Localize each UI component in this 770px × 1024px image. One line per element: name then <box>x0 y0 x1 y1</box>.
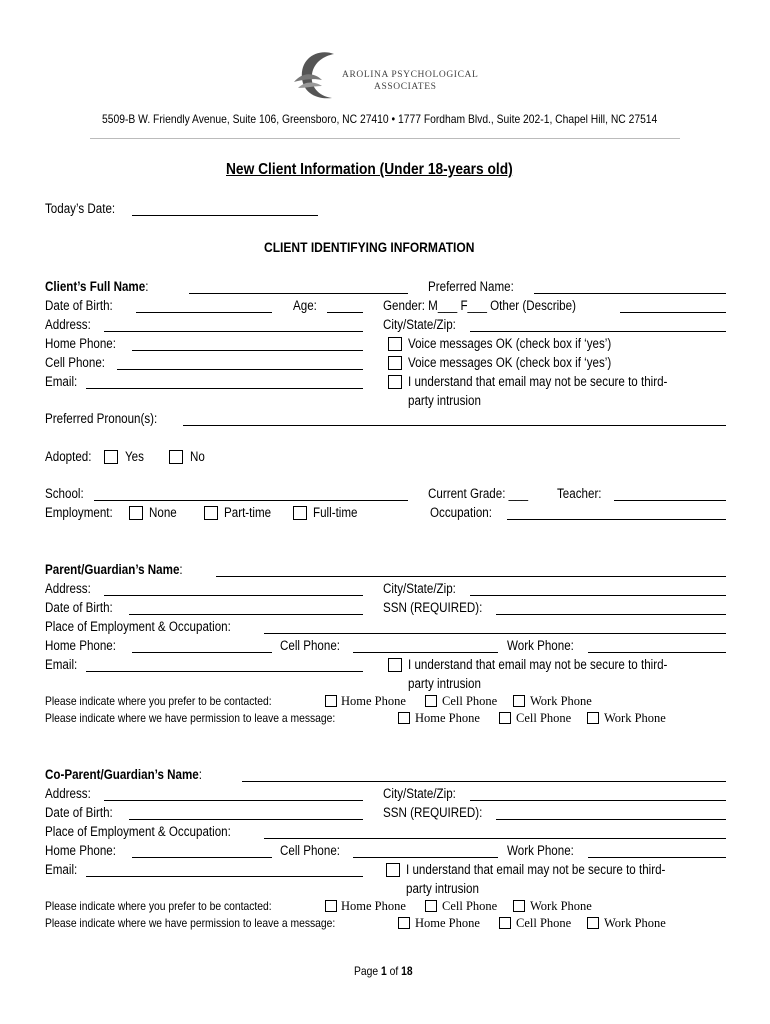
coparent-dob-field[interactable] <box>129 819 363 820</box>
parent-cell-phone-field[interactable] <box>353 652 498 653</box>
pronouns-label: Preferred Pronoun(s): <box>45 411 158 426</box>
parent-contact-home-checkbox[interactable] <box>325 695 337 707</box>
client-email-ack-checkbox[interactable] <box>388 375 402 389</box>
client-dob-label: Date of Birth: <box>45 298 113 313</box>
parent-message-cell-checkbox[interactable] <box>499 712 511 724</box>
parent-email-ack-checkbox[interactable] <box>388 658 402 672</box>
parent-contact-pref-label: Please indicate where you prefer to be contacted: <box>45 694 272 708</box>
parent-address-field[interactable] <box>104 595 363 596</box>
header-divider <box>90 138 680 139</box>
parent-contact-cell-label: Cell Phone <box>442 694 498 708</box>
client-city-field[interactable] <box>470 331 726 332</box>
coparent-message-home-checkbox[interactable] <box>398 917 410 929</box>
client-email-ack-label: I understand that email may not be secure to third- <box>408 374 668 389</box>
client-dob-field[interactable] <box>136 312 272 313</box>
coparent-message-perm-label: Please indicate where we have permission to leave a message: <box>45 916 336 930</box>
coparent-email-label: Email: <box>45 862 78 877</box>
coparent-contact-cell-label: Cell Phone <box>442 899 498 913</box>
teacher-field[interactable] <box>614 500 726 501</box>
voice-ok-home-label: Voice messages OK (check box if ‘yes’) <box>408 336 612 351</box>
client-address-label: Address: <box>45 317 91 332</box>
employment-part-time-label: Part-time <box>224 505 272 520</box>
voice-ok-cell-label: Voice messages OK (check box if ‘yes’) <box>408 355 612 370</box>
coparent-home-phone-field[interactable] <box>132 857 272 858</box>
employment-full-time-checkbox[interactable] <box>293 506 307 520</box>
coparent-email-field[interactable] <box>86 876 363 877</box>
occupation-field[interactable] <box>507 519 726 520</box>
coparent-message-home-label: Home Phone <box>415 916 480 930</box>
client-full-name-label: Client’s Full Name: <box>45 279 149 294</box>
parent-dob-field[interactable] <box>129 614 363 615</box>
parent-email-label: Email: <box>45 657 78 672</box>
header-address: 5509-B W. Friendly Avenue, Suite 106, Greensboro, NC 27410 • 1777 Fordham Blvd., Suite 202-1, Chapel Hill, NC 27514 <box>102 112 658 126</box>
client-age-field[interactable] <box>327 312 363 313</box>
parent-contact-cell-checkbox[interactable] <box>425 695 437 707</box>
parent-ssn-label: SSN (REQUIRED): <box>383 600 483 615</box>
coparent-contact-work-label: Work Phone <box>530 899 592 913</box>
school-label: School: <box>45 486 84 501</box>
parent-work-phone-field[interactable] <box>588 652 726 653</box>
page-title: New Client Information (Under 18-years old) <box>226 161 513 178</box>
parent-message-perm-label: Please indicate where we have permission to leave a message: <box>45 711 336 725</box>
client-email-label: Email: <box>45 374 78 389</box>
coparent-contact-pref-label: Please indicate where you prefer to be contacted: <box>45 899 272 913</box>
client-email-field[interactable] <box>86 388 363 389</box>
client-home-phone-label: Home Phone: <box>45 336 117 351</box>
client-email-ack-label-2: party intrusion <box>408 393 481 408</box>
coparent-message-work-checkbox[interactable] <box>587 917 599 929</box>
employment-full-time-label: Full-time <box>313 505 358 520</box>
logo <box>288 48 488 106</box>
pronouns-field[interactable] <box>183 425 726 426</box>
logo-mark-icon <box>288 48 348 106</box>
voice-ok-home-checkbox[interactable] <box>388 337 402 351</box>
gender-label: Gender: M___ F___ Other (Describe) <box>383 298 576 313</box>
employment-label: Employment: <box>45 505 113 520</box>
parent-city-label: City/State/Zip: <box>383 581 456 596</box>
logo-line1: AROLINA PSYCHOLOGICAL <box>342 70 479 80</box>
parent-cell-phone-label: Cell Phone: <box>280 638 341 653</box>
preferred-name-label: Preferred Name: <box>428 279 514 294</box>
parent-contact-work-label: Work Phone <box>530 694 592 708</box>
client-city-label: City/State/Zip: <box>383 317 456 332</box>
current-grade-label: Current Grade: ___ <box>428 486 529 501</box>
parent-employment-field[interactable] <box>264 633 726 634</box>
logo-line2: ASSOCIATES <box>374 82 437 92</box>
parent-city-field[interactable] <box>470 595 726 596</box>
parent-work-phone-label: Work Phone: <box>507 638 574 653</box>
client-address-field[interactable] <box>104 331 363 332</box>
parent-dob-label: Date of Birth: <box>45 600 113 615</box>
adopted-label: Adopted: <box>45 449 92 464</box>
coparent-home-phone-label: Home Phone: <box>45 843 117 858</box>
coparent-work-phone-field[interactable] <box>588 857 726 858</box>
parent-email-field[interactable] <box>86 671 363 672</box>
coparent-contact-home-label: Home Phone <box>341 899 406 913</box>
coparent-ssn-field[interactable] <box>496 819 726 820</box>
coparent-address-label: Address: <box>45 786 91 801</box>
parent-message-home-checkbox[interactable] <box>398 712 410 724</box>
client-age-label: Age: <box>293 298 317 313</box>
coparent-message-cell-checkbox[interactable] <box>499 917 511 929</box>
parent-contact-home-label: Home Phone <box>341 694 406 708</box>
coparent-email-ack-label: I understand that email may not be secure to third- <box>406 862 666 877</box>
client-full-name-field[interactable] <box>189 293 408 294</box>
coparent-address-field[interactable] <box>104 800 363 801</box>
client-cell-phone-field[interactable] <box>117 369 363 370</box>
preferred-name-field[interactable] <box>534 293 726 294</box>
coparent-ssn-label: SSN (REQUIRED): <box>383 805 483 820</box>
adopted-no-checkbox[interactable] <box>169 450 183 464</box>
client-home-phone-field[interactable] <box>132 350 363 351</box>
parent-name-label: Parent/Guardian’s Name: <box>45 562 183 577</box>
adopted-no-label: No <box>190 449 205 464</box>
coparent-message-cell-label: Cell Phone <box>516 916 572 930</box>
todays-date-field[interactable] <box>132 215 318 216</box>
parent-address-label: Address: <box>45 581 91 596</box>
teacher-label: Teacher: <box>557 486 602 501</box>
employment-none-label: None <box>149 505 177 520</box>
adopted-yes-checkbox[interactable] <box>104 450 118 464</box>
parent-email-ack-label: I understand that email may not be secure to third- <box>408 657 668 672</box>
voice-ok-cell-checkbox[interactable] <box>388 356 402 370</box>
coparent-name-label: Co-Parent/Guardian’s Name: <box>45 767 203 782</box>
parent-message-home-label: Home Phone <box>415 711 480 725</box>
school-field[interactable] <box>94 500 408 501</box>
coparent-employment-field[interactable] <box>264 838 726 839</box>
todays-date-label: Today’s Date: <box>45 201 116 216</box>
parent-home-phone-field[interactable] <box>132 652 272 653</box>
section-client-heading: CLIENT IDENTIFYING INFORMATION <box>264 239 475 255</box>
parent-email-ack-label-2: party intrusion <box>408 676 481 691</box>
gender-describe-field[interactable] <box>620 312 726 313</box>
coparent-work-phone-label: Work Phone: <box>507 843 574 858</box>
coparent-employment-label: Place of Employment & Occupation: <box>45 824 231 839</box>
employment-none-checkbox[interactable] <box>129 506 143 520</box>
coparent-contact-home-checkbox[interactable] <box>325 900 337 912</box>
parent-message-work-checkbox[interactable] <box>587 712 599 724</box>
coparent-dob-label: Date of Birth: <box>45 805 113 820</box>
client-cell-phone-label: Cell Phone: <box>45 355 106 370</box>
parent-contact-work-checkbox[interactable] <box>513 695 525 707</box>
parent-message-work-label: Work Phone <box>604 711 666 725</box>
coparent-email-ack-label-2: party intrusion <box>406 881 479 896</box>
coparent-cell-phone-label: Cell Phone: <box>280 843 341 858</box>
parent-home-phone-label: Home Phone: <box>45 638 117 653</box>
coparent-cell-phone-field[interactable] <box>353 857 498 858</box>
parent-employment-label: Place of Employment & Occupation: <box>45 619 231 634</box>
coparent-email-ack-checkbox[interactable] <box>386 863 400 877</box>
coparent-contact-cell-checkbox[interactable] <box>425 900 437 912</box>
parent-message-cell-label: Cell Phone <box>516 711 572 725</box>
parent-name-field[interactable] <box>216 576 726 577</box>
parent-ssn-field[interactable] <box>496 614 726 615</box>
coparent-contact-work-checkbox[interactable] <box>513 900 525 912</box>
coparent-message-work-label: Work Phone <box>604 916 666 930</box>
coparent-name-field[interactable] <box>242 781 726 782</box>
occupation-label: Occupation: <box>430 505 492 520</box>
page-number: Page 1 of 18 <box>354 964 413 978</box>
adopted-yes-label: Yes <box>125 449 144 464</box>
coparent-city-field[interactable] <box>470 800 726 801</box>
coparent-city-label: City/State/Zip: <box>383 786 456 801</box>
employment-part-time-checkbox[interactable] <box>204 506 218 520</box>
